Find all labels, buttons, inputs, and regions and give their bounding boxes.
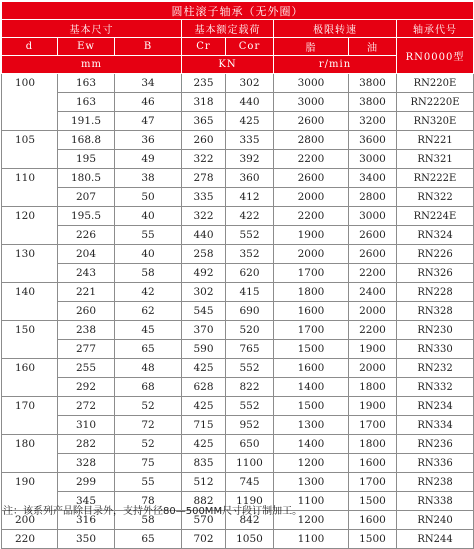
cell-code: RN326 [397,264,474,283]
cell-d [2,150,58,169]
cell-code: RN336 [397,454,474,473]
cell-b: 36 [115,131,182,150]
cell-cor: 650 [226,435,274,454]
header-oil: 油 [349,38,397,56]
cell-oil: 3800 [349,93,397,112]
cell-code: RN322 [397,188,474,207]
cell-grease: 2600 [274,112,349,131]
cell-grease: 1500 [274,340,349,359]
cell-d: 200 [2,511,58,530]
cell-cr: 302 [182,283,226,302]
cell-b: 65 [115,530,182,549]
cell-grease: 1300 [274,416,349,435]
table-row [2,416,474,435]
cell-d: 170 [2,397,58,416]
cell-code: RN228 [397,283,474,302]
header-speed-limit: 极限转速 [274,20,397,38]
cell-oil: 2400 [349,283,397,302]
cell-b: 38 [115,169,182,188]
header-bearing-code: 轴承代号 [397,20,474,38]
cell-cor: 842 [226,511,274,530]
cell-grease: 2000 [274,245,349,264]
table-row [2,226,474,245]
cell-code: RN321 [397,150,474,169]
cell-grease: 1300 [274,473,349,492]
cell-cr: 235 [182,74,226,93]
cell-cr: 545 [182,302,226,321]
cell-b: 47 [115,112,182,131]
cell-oil: 3000 [349,207,397,226]
cell-b: 48 [115,359,182,378]
cell-cr: 370 [182,321,226,340]
table-title: 圆柱滚子轴承（无外圈） [2,2,474,20]
cell-oil: 3200 [349,112,397,131]
cell-cr: 425 [182,435,226,454]
unit-kn: KN [182,56,274,74]
group-header-row [2,20,474,38]
cell-oil: 2600 [349,226,397,245]
cell-d [2,378,58,397]
cell-cor: 822 [226,378,274,397]
table-row [2,454,474,473]
cell-code: RN220E [397,74,474,93]
cell-cr: 882 [182,492,226,511]
cell-cr: 278 [182,169,226,188]
cell-oil: 3000 [349,150,397,169]
table-row [2,112,474,131]
table-row [2,264,474,283]
cell-ew: 260 [58,302,115,321]
cell-grease: 2600 [274,169,349,188]
cell-oil: 1600 [349,511,397,530]
cell-ew: 168.8 [58,131,115,150]
cell-d [2,112,58,131]
table-row [2,340,474,359]
cell-oil: 1700 [349,416,397,435]
cell-cor: 422 [226,207,274,226]
cell-code: RN240 [397,511,474,530]
cell-b: 52 [115,397,182,416]
cell-cor: 302 [226,74,274,93]
cell-cor: 765 [226,340,274,359]
header-basic-dimensions: 基本尺寸 [2,20,182,38]
unit-mm: mm [2,56,182,74]
cell-cor: 552 [226,397,274,416]
column-header-row [2,38,474,56]
cell-ew: 204 [58,245,115,264]
cell-b: 55 [115,473,182,492]
cell-cor: 392 [226,150,274,169]
cell-d: 130 [2,245,58,264]
cell-ew: 277 [58,340,115,359]
cell-b: 72 [115,416,182,435]
cell-cor: 335 [226,131,274,150]
cell-oil: 3400 [349,169,397,188]
cell-oil: 2200 [349,264,397,283]
table-row [2,473,474,492]
cell-cr: 258 [182,245,226,264]
cell-cor: 620 [226,264,274,283]
cell-d [2,454,58,473]
cell-oil: 2000 [349,302,397,321]
cell-d [2,93,58,112]
cell-code: RN238 [397,473,474,492]
cell-cr: 702 [182,530,226,549]
cell-cor: 952 [226,416,274,435]
cell-cr: 335 [182,188,226,207]
cell-ew: 310 [58,416,115,435]
cell-b: 34 [115,74,182,93]
table-row [2,207,474,226]
cell-oil: 1500 [349,492,397,511]
cell-code: RN244 [397,530,474,549]
cell-cr: 318 [182,93,226,112]
cell-b: 58 [115,264,182,283]
cell-ew: 207 [58,188,115,207]
cell-cor: 1190 [226,492,274,511]
cell-code: RN330 [397,340,474,359]
cell-ew: 243 [58,264,115,283]
cell-oil: 2800 [349,188,397,207]
cell-cor: 352 [226,245,274,264]
cell-cr: 425 [182,397,226,416]
cell-cor: 520 [226,321,274,340]
cell-cr: 628 [182,378,226,397]
cell-b: 42 [115,283,182,302]
cell-cor: 415 [226,283,274,302]
cell-d: 120 [2,207,58,226]
cell-ew: 238 [58,321,115,340]
cell-code: RN232 [397,359,474,378]
cell-b: 52 [115,435,182,454]
cell-oil: 1700 [349,473,397,492]
cell-d: 100 [2,74,58,93]
cell-b: 75 [115,454,182,473]
table-row [2,321,474,340]
cell-oil: 3800 [349,74,397,93]
cell-oil: 1800 [349,378,397,397]
header-load-rating: 基本额定载荷 [182,20,274,38]
header-cr: Cr [182,38,226,56]
cell-grease: 2200 [274,207,349,226]
cell-ew: 226 [58,226,115,245]
cell-cr: 590 [182,340,226,359]
cell-grease: 1700 [274,264,349,283]
cell-cor: 745 [226,473,274,492]
header-cor: Cor [226,38,274,56]
cell-cor: 440 [226,93,274,112]
cell-b: 58 [115,511,182,530]
cell-cr: 512 [182,473,226,492]
cell-b: 46 [115,93,182,112]
cell-b: 68 [115,378,182,397]
cell-ew: 195.5 [58,207,115,226]
header-series: RN0000型 [397,38,474,74]
cell-ew: 195 [58,150,115,169]
table-row [2,188,474,207]
cell-d: 190 [2,473,58,492]
cell-cr: 492 [182,264,226,283]
cell-oil: 2200 [349,321,397,340]
cell-grease: 1800 [274,283,349,302]
cell-grease: 1700 [274,321,349,340]
cell-cr: 570 [182,511,226,530]
table-row [2,435,474,454]
cell-ew: 221 [58,283,115,302]
cell-ew: 328 [58,454,115,473]
cell-code: RN236 [397,435,474,454]
cell-b: 40 [115,207,182,226]
cell-code: RN332 [397,378,474,397]
cell-grease: 3000 [274,93,349,112]
cell-cor: 552 [226,226,274,245]
cell-grease: 1600 [274,359,349,378]
cell-cr: 260 [182,131,226,150]
cell-grease: 1900 [274,226,349,245]
cell-cr: 440 [182,226,226,245]
cell-cor: 360 [226,169,274,188]
cell-oil: 2000 [349,359,397,378]
header-d: d [2,38,58,56]
cell-code: RN222E [397,169,474,188]
cell-grease: 1200 [274,454,349,473]
cell-grease: 1100 [274,492,349,511]
cell-b: 65 [115,340,182,359]
header-grease: 脂 [274,38,349,56]
table-row [2,302,474,321]
table-row [2,530,474,549]
cell-cor: 1050 [226,530,274,549]
cell-grease: 2800 [274,131,349,150]
cell-ew: 345 [58,492,115,511]
cell-grease: 1500 [274,397,349,416]
cell-d: 105 [2,131,58,150]
cell-d: 160 [2,359,58,378]
cell-ew: 292 [58,378,115,397]
cell-grease: 1600 [274,302,349,321]
table-row [2,283,474,302]
cell-d [2,302,58,321]
cell-code: RN2220E [397,93,474,112]
cell-d: 140 [2,283,58,302]
cell-oil: 1800 [349,435,397,454]
cell-d: 220 [2,530,58,549]
cell-ew: 282 [58,435,115,454]
cell-ew: 299 [58,473,115,492]
table-row [2,359,474,378]
table-row [2,74,474,93]
footnote: 注：该系列产品除目录外，支持外径80—500MM尺寸段订制加工。 [3,506,303,517]
cell-oil: 3600 [349,131,397,150]
cell-ew: 191.5 [58,112,115,131]
cell-grease: 1200 [274,511,349,530]
cell-b: 62 [115,302,182,321]
cell-oil: 1500 [349,530,397,549]
cell-cr: 425 [182,359,226,378]
cell-oil: 2600 [349,245,397,264]
cell-code: RN230 [397,321,474,340]
cell-ew: 163 [58,74,115,93]
cell-grease: 1100 [274,530,349,549]
cell-code: RN338 [397,492,474,511]
cell-grease: 3000 [274,74,349,93]
cell-code: RN320E [397,112,474,131]
cell-d [2,226,58,245]
cell-b: 50 [115,188,182,207]
header-b: B [115,38,182,56]
cell-cr: 835 [182,454,226,473]
cell-ew: 316 [58,511,115,530]
cell-cr: 322 [182,207,226,226]
cell-ew: 180.5 [58,169,115,188]
cell-cor: 690 [226,302,274,321]
cell-oil: 1600 [349,454,397,473]
cell-grease: 1400 [274,435,349,454]
table-row [2,397,474,416]
cell-b: 55 [115,226,182,245]
cell-cor: 552 [226,359,274,378]
table-row [2,169,474,188]
cell-d [2,188,58,207]
cell-ew: 272 [58,397,115,416]
cell-cr: 322 [182,150,226,169]
cell-d [2,340,58,359]
header-ew: Ew [58,38,115,56]
unit-rpm: r/min [274,56,397,74]
cell-cor: 412 [226,188,274,207]
cell-cor: 1100 [226,454,274,473]
bearing-table [1,1,474,549]
cell-d: 110 [2,169,58,188]
cell-code: RN224E [397,207,474,226]
table-title-row [2,2,474,20]
cell-d: 150 [2,321,58,340]
cell-ew: 163 [58,93,115,112]
cell-cr: 365 [182,112,226,131]
cell-d [2,416,58,435]
cell-ew: 350 [58,530,115,549]
table-row [2,378,474,397]
cell-ew: 255 [58,359,115,378]
cell-b: 78 [115,492,182,511]
cell-grease: 1400 [274,378,349,397]
cell-b: 45 [115,321,182,340]
cell-code: RN324 [397,226,474,245]
cell-oil: 1900 [349,397,397,416]
table-row [2,245,474,264]
cell-cor: 425 [226,112,274,131]
cell-d: 180 [2,435,58,454]
bearing-spec-sheet [1,1,473,549]
cell-grease: 2200 [274,150,349,169]
cell-b: 40 [115,245,182,264]
cell-cr: 715 [182,416,226,435]
cell-d [2,264,58,283]
cell-b: 49 [115,150,182,169]
cell-code: RN221 [397,131,474,150]
cell-code: RN328 [397,302,474,321]
cell-code: RN334 [397,416,474,435]
cell-code: RN226 [397,245,474,264]
cell-grease: 2000 [274,188,349,207]
table-row [2,150,474,169]
cell-code: RN234 [397,397,474,416]
cell-oil: 1900 [349,340,397,359]
table-row [2,131,474,150]
table-row [2,93,474,112]
